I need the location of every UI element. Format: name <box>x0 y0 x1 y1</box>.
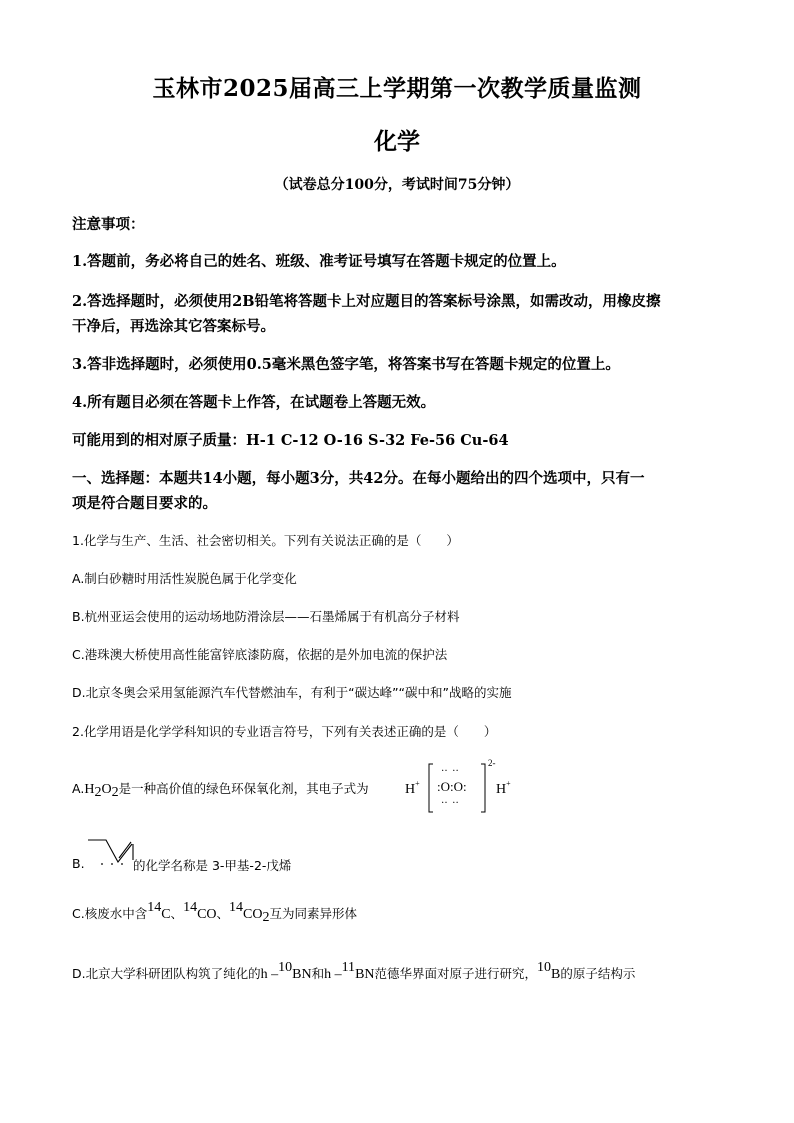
q1-stem: 1.化学与生产、生活、社会密切相关。下列有关说法正确的是（ ） <box>72 533 459 548</box>
mass-10: 10 <box>278 960 293 975</box>
electron-dots-top: ‥ ‥ <box>441 763 460 774</box>
q1-option-d: D.北京冬奥会采用氢能源汽车代替燃油车，有利于“碳达峰”“碳中和”战略的实施 <box>72 685 512 700</box>
notice-item-4: 4.所有题目必须在答题卡上作答，在试题卷上答题无效。 <box>72 394 436 411</box>
h2o2-h: H <box>84 782 95 797</box>
q2-b-text: 的化学名称是 3-甲基-2-戊烯 <box>133 858 292 873</box>
exam-info: （试卷总分100分，考试时间75分钟） <box>274 177 520 193</box>
b-symbol: B <box>551 967 561 982</box>
q1-option-a: A.制白砂糖时用活性炭脱色属于化学变化 <box>72 571 297 586</box>
subject-title: 化学 <box>374 128 420 155</box>
electron-charge: 2- <box>488 758 496 768</box>
page-title: 玉林市2025届高三上学期第一次教学质量监测 <box>152 75 642 102</box>
section1-line2: 项是符合题目要求的。 <box>72 495 217 512</box>
bracket-left <box>429 764 433 812</box>
structure-dot <box>111 863 113 865</box>
h-bn-2: h – <box>324 967 342 982</box>
notice-heading: 注意事项： <box>72 216 145 233</box>
notice-item-2-line1: 2.答选择题时，必须使用2B铅笔将答题卡上对应题目的答案标号涂黑，如需改动，用橡皮擦 <box>72 293 661 310</box>
notice-item-3: 3.答非选择题时，必须使用0.5毫米黑色签字笔，将答案书写在答题卡规定的位置上。 <box>72 356 620 373</box>
q1-option-b: B.杭州亚运会使用的运动场地防滑涂层——石墨烯属于有机高分子材料 <box>72 609 460 624</box>
q1-option-c: C.港珠澳大桥使用高性能富锌底漆防腐，依据的是外加电流的保护法 <box>72 647 448 662</box>
co2-sub2: 2 <box>262 910 270 925</box>
electron-plus-right: + <box>506 779 511 788</box>
structure-dot <box>121 863 123 865</box>
q2-b-prefix: B. <box>72 856 85 871</box>
structure-double-bond <box>119 842 131 858</box>
electron-h-left: H+ <box>405 779 420 797</box>
electron-dots-bottom: ‥ ‥ <box>441 795 460 806</box>
skeletal-structure <box>82 832 138 872</box>
electron-plus-left: + <box>415 779 420 788</box>
h2o2-sub2a: 2 <box>94 785 102 800</box>
mass-14-b: 14 <box>183 900 198 915</box>
q2-option-d: D.北京大学科研团队构筑了纯化的h –10BN和h –11BN范德华界面对原子进行研究，10B的原子结构示 <box>72 960 636 982</box>
structure-dot <box>101 863 103 865</box>
atomic-mass-line: 可能用到的相对原子质量：H-1 C-12 O-16 S-32 Fe-56 Cu-64 <box>72 432 509 449</box>
mass-11: 11 <box>341 960 356 975</box>
bn-2: BN <box>355 967 375 982</box>
h2o2-o: O <box>101 782 112 797</box>
structure-chain <box>88 840 132 862</box>
c-symbol: C <box>161 907 171 922</box>
bn-1: BN <box>292 967 312 982</box>
co2-formula: CO <box>243 907 263 922</box>
electron-o-o: :O:O: <box>437 779 467 794</box>
bracket-right <box>481 764 485 812</box>
q2-option-c: C.核废水中含14C、14CO、14CO2互为同素异形体 <box>72 900 357 925</box>
q2-stem: 2.化学用语是化学学科知识的专业语言符号，下列有关表述正确的是（ ） <box>72 724 497 739</box>
h-bn-1: h – <box>260 967 279 982</box>
mass-14-c: 14 <box>229 900 244 915</box>
co-formula: CO <box>197 907 217 922</box>
h2o2-sub2b: 2 <box>111 785 119 800</box>
q2-a-text: 是一种高价值的绿色环保氧化剂，其电子式为 <box>118 781 369 796</box>
electron-h-right: H+ <box>496 779 511 797</box>
notice-item-1: 1.答题前，务必将自己的姓名、班级、准考证号填写在答题卡规定的位置上。 <box>72 253 566 270</box>
notice-item-2-line2: 干净后，再选涂其它答案标号。 <box>72 318 275 335</box>
section1-line1: 一、选择题：本题共14小题，每小题3分，共42分。在每小题给出的四个选项中，只有一 <box>72 470 645 487</box>
mass-14-a: 14 <box>147 900 162 915</box>
q2-option-a <box>72 779 369 801</box>
q2-a-prefix: A. <box>72 781 85 796</box>
mass-10-b: 10 <box>537 960 552 975</box>
